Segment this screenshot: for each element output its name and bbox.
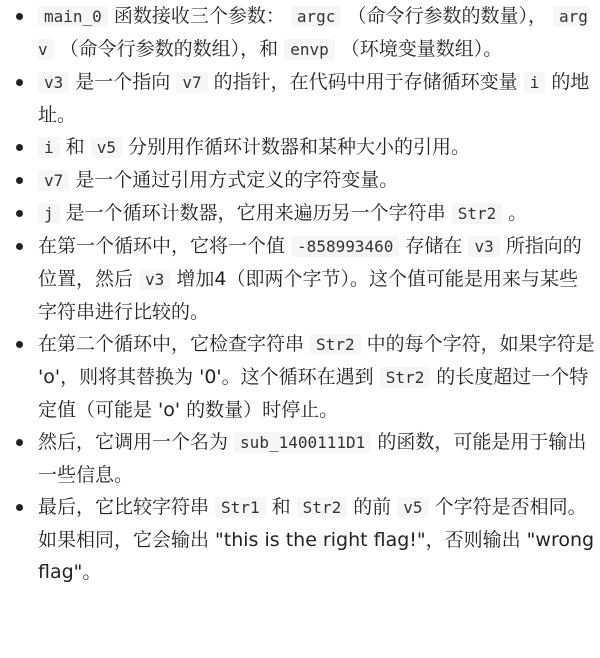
bullet-text: 的指针，在代码中用于存储循环变量 — [207, 71, 524, 93]
bullet-text: 所指向的位置，然后 — [38, 235, 582, 290]
inline-code: v3 — [468, 236, 499, 257]
inline-code: Str2 — [297, 497, 348, 518]
bullet-text: （命令行参数的数组），和 — [53, 38, 285, 60]
bullet-item — [38, 426, 600, 491]
bullet-text: 的地址。 — [38, 71, 590, 126]
bullet-text: 是一个指向 — [69, 71, 177, 93]
inline-code: Str2 — [452, 203, 503, 224]
bullet-item — [38, 66, 600, 131]
inline-code: v5 — [91, 137, 122, 158]
bullet-text: 和 — [265, 496, 297, 518]
bullet-item — [38, 0, 600, 66]
inline-code: v3 — [139, 269, 170, 290]
inline-code: sub_1400111D1 — [234, 432, 371, 453]
inline-code: i — [38, 137, 60, 158]
bullet-item — [38, 131, 600, 164]
bullet-text: 的函数，可能是用于输出一些信息。 — [38, 431, 587, 486]
bullet-text: 在第一个循环中，它将一个值 — [38, 235, 292, 257]
inline-code: v7 — [176, 72, 207, 93]
bullet-text: 存储在 — [399, 235, 469, 257]
inline-code: envp — [284, 39, 335, 60]
inline-code: v5 — [397, 497, 428, 518]
bullet-item — [38, 197, 600, 230]
bullet-text: （命令行参数的数量）， — [341, 5, 554, 27]
bullet-item — [38, 328, 600, 426]
bullet-text: 最后，它比较字符串 — [38, 496, 216, 518]
inline-code: Str2 — [310, 334, 361, 355]
bullet-item — [38, 230, 600, 328]
bullet-text: 分别用作循环计数器和某种大小的引用。 — [122, 136, 471, 158]
inline-code: Str2 — [380, 367, 431, 388]
bullet-text: 中的每个字符，如果字符是 'o'，则将其替换为 '0'。这个循环在遇到 — [38, 333, 595, 388]
inline-code: Str1 — [215, 497, 266, 518]
bullet-item — [38, 164, 600, 197]
bullet-text: 。 — [502, 202, 528, 224]
bullet-item — [38, 491, 600, 588]
inline-code: argc — [291, 6, 342, 27]
inline-code: j — [38, 203, 60, 224]
inline-code: v7 — [38, 170, 69, 191]
inline-code: i — [524, 72, 546, 93]
bullet-text: 函数接收三个参数： — [107, 5, 291, 27]
inline-code: main_0 — [38, 6, 108, 27]
bullet-text: 在第二个循环中，它检查字符串 — [38, 333, 311, 355]
inline-code: argv — [38, 7, 588, 59]
bullet-text: 增加4（即两个字节）。这个值可能是用来与某些字符串进行比较的。 — [38, 268, 578, 323]
bullet-text: 个字符是否相同。如果相同，它会输出 "this is the right flag!"，否则输出 "wrong flag"。 — [38, 496, 595, 583]
bullet-text: 然后，它调用一个名为 — [38, 431, 235, 453]
bullet-text: 的长度超过一个特定值（可能是 'o' 的数量）时停止。 — [38, 366, 589, 421]
bullet-text: 的前 — [347, 496, 398, 518]
bullet-text: 是一个通过引用方式定义的字符变量。 — [69, 169, 399, 191]
bullet-text: 和 — [59, 136, 91, 158]
bullet-text: （环境变量数组）。 — [334, 38, 503, 60]
inline-code: -858993460 — [291, 236, 399, 257]
bullet-text: 是一个循环计数器，它用来遍历另一个字符串 — [59, 202, 452, 224]
inline-code: v3 — [38, 72, 69, 93]
